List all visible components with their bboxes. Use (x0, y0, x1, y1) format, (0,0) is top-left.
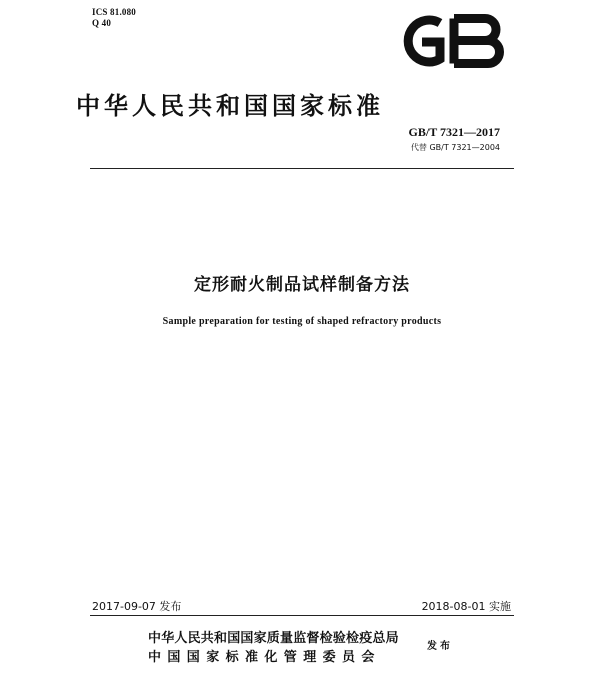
ics-code: ICS 81.080 (92, 7, 137, 17)
document-title-english: Sample preparation for testing of shaped refractory products (162, 316, 442, 327)
bottom-divider (90, 615, 514, 616)
national-standard-title: 中华人民共和国国家标准 (76, 91, 384, 120)
issued-label: 发布 (427, 641, 453, 652)
ccs-code: Q 40 (92, 18, 112, 28)
gb-logo (388, 14, 510, 68)
top-divider (90, 168, 514, 169)
replaced-standard: 代替 GB/T 7321—2004 (410, 143, 500, 152)
issuer-line-2: 中国国家标准化管理委员会 (148, 650, 381, 665)
document-title-chinese: 定形耐火制品试样制备方法 (194, 275, 410, 295)
standard-number: GB/T 7321—2017 (408, 125, 500, 139)
implement-date: 2018-08-01 实施 (421, 600, 511, 613)
publish-date: 2017-09-07 发布 (92, 600, 182, 613)
classification-codes (92, 7, 136, 29)
issuer-line-1: 中华人民共和国国家质量监督检验检疫总局 (148, 631, 399, 646)
